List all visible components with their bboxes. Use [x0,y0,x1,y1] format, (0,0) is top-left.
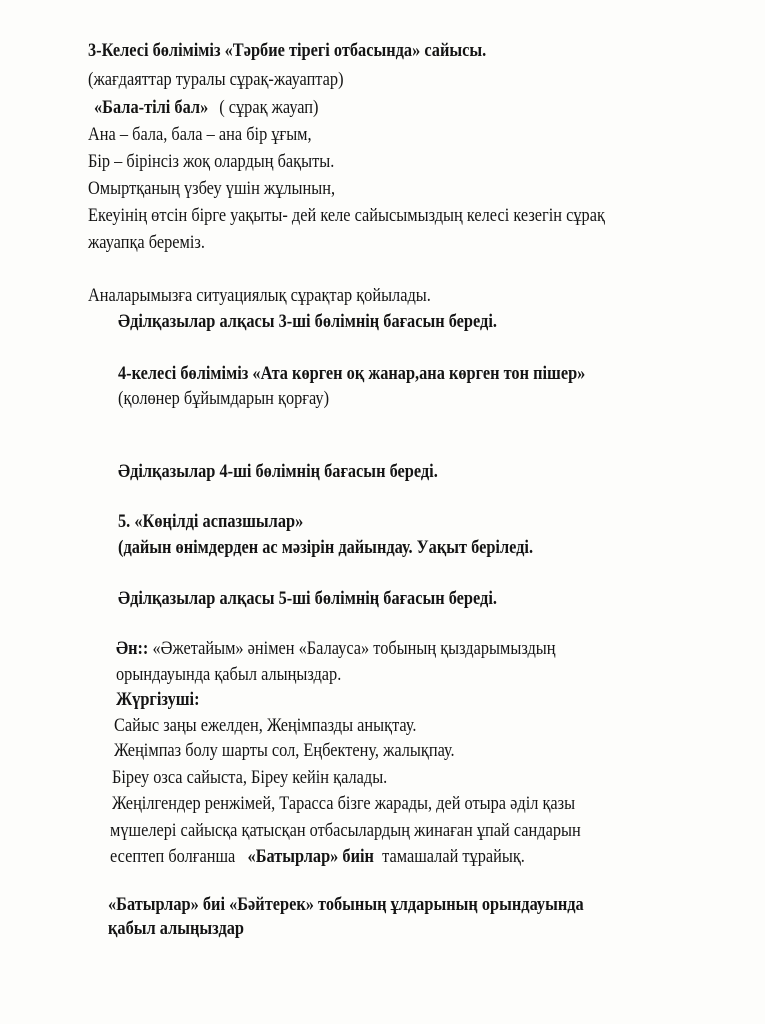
host-last-post: тамашалай тұрайық. [373,846,525,867]
section4-heading: 4-келесі бөліміміз «Ата көрген оқ жанар,ана көрген тон пішер» [118,363,586,384]
mothers-note: Аналарымызға ситуациялық сұрақтар қойылады. [88,285,431,306]
closing-line-2: қабыл алыңыздар [108,918,244,939]
section5-heading: 5. «Көңілді аспазшылар» [118,511,304,532]
section3-jury: Әділқазылар алқасы 3-ші бөлімнің бағасын береді. [118,311,497,332]
game-note: ( сұрақ жауап) [219,97,319,118]
host-last-pre: есептеп болғанша [110,846,248,867]
section3-heading: 3-Келесі бөліміміз «Тәрбие тірегі отбасында» сайысы. [88,40,487,61]
poem-line: Ана – бала, бала – ана бір ұғым, [88,124,312,145]
poem-line: жауапқа береміз. [88,232,205,253]
host-label: Жүргізуші: [116,689,200,710]
section5-subtitle: (дайын өнімдерден ас мәзірін дайындау. Уақыт беріледі. [118,537,534,558]
host-last-line [110,846,525,868]
host-line: Жеңімпаз болу шарты сол, Еңбектену, жалықпау. [114,740,455,761]
poem-line: Екеуінің өтсін бірге уақыты- дей келе сайысымыздың келесі кезегін сұрақ [88,205,605,226]
poem-line: Омыртқаның үзбеу үшін жұлынын, [88,178,336,199]
song-label: Ән:: [116,638,149,659]
section3-game-line [94,97,319,119]
section4-subtitle: (қолөнер бұйымдарын қорғау) [118,388,330,409]
closing-line-1: «Батырлар» биі «Бәйтерек» тобының ұлдарының орындауында [108,894,584,915]
host-line: мүшелері сайысқа қатысқан отбасылардың жинаған ұпай сандарын [110,820,581,841]
song-line-2: орындауында қабыл алыңыздар. [116,664,342,685]
poem-line: Бір – бірінсіз жоқ олардың бақыты. [88,151,335,172]
section5-jury: Әділқазылар алқасы 5-ші бөлімнің бағасын береді. [118,588,497,609]
section3-subtitle: (жағдаяттар туралы сұрақ-жауаптар) [88,69,344,90]
song-line [116,638,556,660]
game-title: «Бала-тілі бал» [94,97,209,118]
section4-jury: Әділқазылар 4-ші бөлімнің бағасын береді. [118,461,438,482]
host-line: Біреу озса сайыста, Біреу кейін қалады. [112,767,388,788]
song-text: «Әжетайым» әнімен «Балауса» тобының қыздарымыздың [148,638,556,659]
host-line: Жеңілгендер ренжімей, Тарасса бізге жарады, дей отыра әділ қазы [112,793,576,814]
host-last-bold: «Батырлар» биін [247,846,374,867]
host-line: Сайыс заңы ежелден, Жеңімпазды анықтау. [114,715,417,736]
